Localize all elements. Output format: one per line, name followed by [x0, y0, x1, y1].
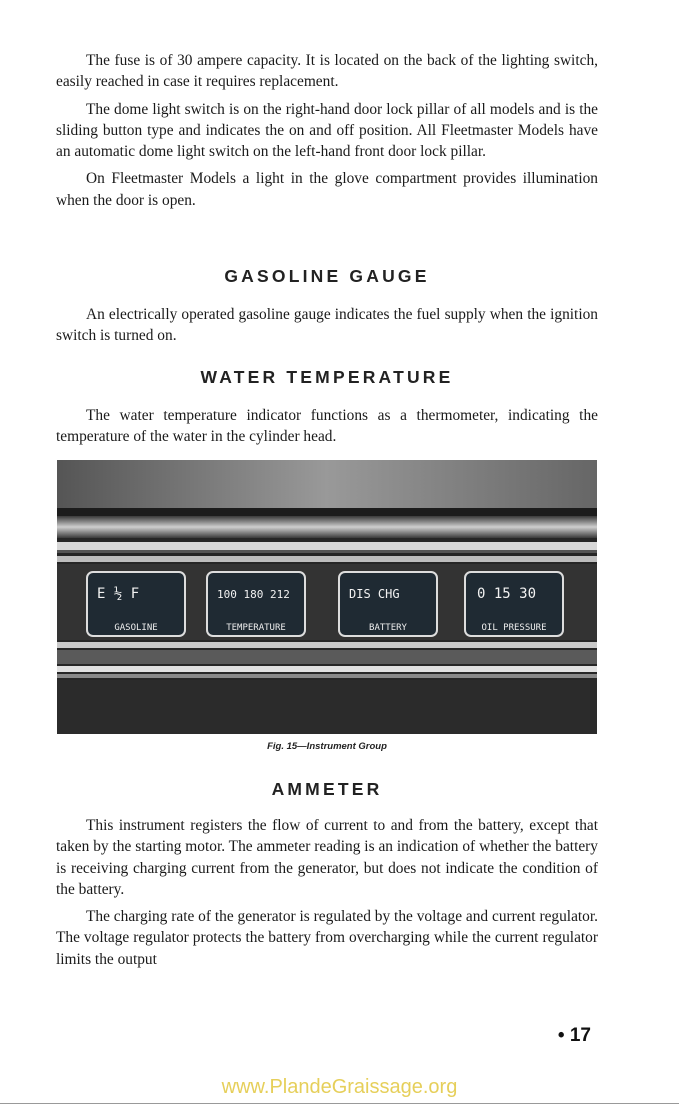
paragraph-ammeter-1: This instrument registers the flow of current to and from the battery, except that taken by the starting motor. The ammeter reading is an indication of whether the battery is receiving charging current from the generator, but does not indicate the condition of the battery.: [56, 817, 598, 898]
gauge-scale-temperature: 100 180 212: [217, 588, 290, 601]
gauge-label-temperature: TEMPERATURE: [226, 623, 286, 633]
heading-ammeter: AMMETER: [271, 779, 383, 799]
gauge-label-gasoline: GASOLINE: [114, 623, 158, 633]
bottom-rule: [0, 1103, 679, 1104]
gasoline-text: [56, 304, 598, 347]
paragraph-fuse: The fuse is of 30 ampere capacity. It is located on the back of the lighting switch, easily reached in case it requires replacement.: [56, 52, 598, 91]
gauge-label-oil-pressure: OIL PRESSURE: [481, 623, 547, 633]
heading-gasoline-gauge: GASOLINE GAUGE: [224, 266, 430, 286]
paragraph-dome-light: The dome light switch is on the right-hand door lock pillar of all models and is the sliding button type and indicates the on and off position. All Fleetmaster Models have an automatic dome light switch on the left-hand front door lock pillar.: [56, 100, 598, 161]
page-number: • 17: [557, 1025, 591, 1046]
instrument-group-photo: [57, 460, 597, 734]
watermark-url[interactable]: www.PlandeGraissage.org: [221, 1076, 458, 1098]
paragraph-gasoline: An electrically operated gasoline gauge indicates the fuel supply when the ignition switch is turned on.: [56, 306, 598, 345]
gauge-scale-battery: DIS CHG: [349, 587, 400, 601]
gauge-scale-oil-pressure: 0 15 30: [477, 586, 537, 602]
intro-text: [56, 50, 598, 211]
water-text: [56, 405, 598, 448]
ammeter-text: [56, 815, 598, 970]
figure-caption: Fig. 15—Instrument Group: [267, 741, 387, 752]
gauge-scale-gasoline: E ½ F: [97, 586, 140, 602]
paragraph-ammeter-2: The charging rate of the generator is regulated by the voltage and current regulator. The voltage regulator protects the battery from overcharging while the current regulator limits the output: [56, 908, 598, 968]
paragraph-glove-light: On Fleetmaster Models a light in the glove compartment provides illumination when the door is open.: [56, 170, 598, 209]
gauge-label-battery: BATTERY: [369, 623, 407, 633]
heading-water-temperature: WATER TEMPERATURE: [200, 367, 454, 387]
paragraph-water: The water temperature indicator functions as a thermometer, indicating the temperature of the water in the cylinder head.: [56, 407, 598, 446]
